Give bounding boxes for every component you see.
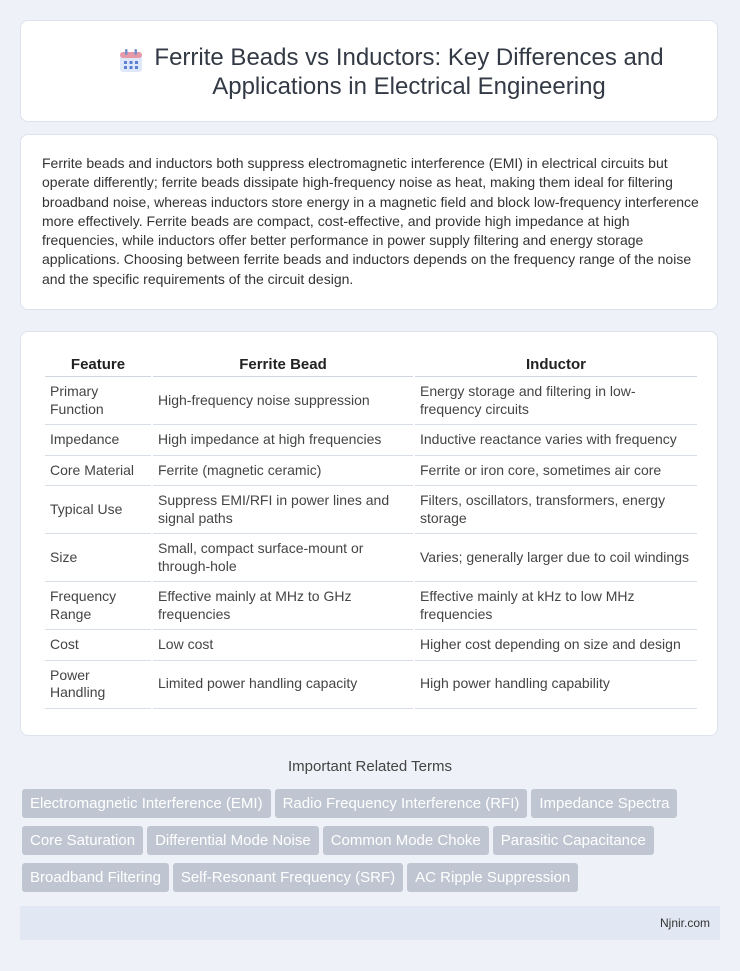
table-cell: Limited power handling capacity [153,661,413,709]
related-term-tag[interactable]: Common Mode Choke [323,826,489,855]
footer-site-link[interactable]: Njnir.com [659,916,710,930]
table-row [45,425,697,456]
related-terms-heading: Important Related Terms [288,758,452,775]
intro-paragraph: Ferrite beads and inductors both suppress electromagnetic interference (EMI) in electrical circuits but operate differently; ferrite beads dissipate high-frequency noise as heat, making them ideal for filtering broadband noise, whereas inductors store energy in a magnetic field and block low-frequency interference more effectively. Ferrite beads are compact, cost-effective, and provide high impedance at high frequencies, while inductors offer better performance in power supply filtering and energy storage applications. Choosing between ferrite beads and inductors depends on the frequency range of the noise and the specific requirements of the circuit design. [42,155,699,287]
related-term-tag[interactable]: Differential Mode Noise [147,826,319,855]
table-row [45,534,697,582]
table-cell: Impedance [45,425,151,456]
intro-card [20,134,718,310]
related-term-tag[interactable]: AC Ripple Suppression [407,863,578,892]
table-cell: Inductive reactance varies with frequency [415,425,697,456]
header-ferrite-bead: Ferrite Bead [153,351,413,377]
table-cell: Filters, oscillators, transformers, energy storage [415,486,697,534]
related-term-tag[interactable]: Radio Frequency Interference (RFI) [275,789,528,818]
table-row [45,486,697,534]
related-term-tag[interactable]: Electromagnetic Interference (EMI) [22,789,271,818]
table-cell: Low cost [153,630,413,661]
table-cell: Typical Use [45,486,151,534]
table-header-row [45,351,697,377]
table-cell: Small, compact surface-mount or through-hole [153,534,413,582]
related-term-tag[interactable]: Parasitic Capacitance [493,826,654,855]
related-terms-list [22,789,722,900]
table-cell: Cost [45,630,151,661]
table-cell: Higher cost depending on size and design [415,630,697,661]
related-term-tag[interactable]: Core Saturation [22,826,143,855]
table-cell: High power handling capability [415,661,697,709]
table-cell: Frequency Range [45,582,151,630]
page-title [21,43,717,101]
table-row [45,456,697,487]
related-term-tag[interactable]: Self-Resonant Frequency (SRF) [173,863,403,892]
table-cell: Suppress EMI/RFI in power lines and signal paths [153,486,413,534]
table-cell: Energy storage and filtering in low-frequency circuits [415,377,697,425]
table-cell: Ferrite or iron core, sometimes air core [415,456,697,487]
table-cell: High impedance at high frequencies [153,425,413,456]
table-cell: Varies; generally larger due to coil windings [415,534,697,582]
table-cell: Effective mainly at kHz to low MHz frequencies [415,582,697,630]
table-cell: High-frequency noise suppression [153,377,413,425]
table-cell: Effective mainly at MHz to GHz frequencies [153,582,413,630]
table-row [45,582,697,630]
header-feature: Feature [45,351,151,377]
table-cell: Primary Function [45,377,151,425]
table-row [45,377,697,425]
table-cell: Power Handling [45,661,151,709]
table-row [45,630,697,661]
related-term-tag[interactable]: Broadband Filtering [22,863,169,892]
page-title-line-2: Applications in Electrical Engineering [212,73,606,100]
table-cell: Ferrite (magnetic ceramic) [153,456,413,487]
comparison-table-card [20,331,718,736]
title-card [20,20,718,122]
comparison-table [43,351,699,709]
page-title-line-1: Ferrite Beads vs Inductors: Key Differences and [154,44,664,71]
header-inductor: Inductor [415,351,697,377]
related-term-tag[interactable]: Impedance Spectra [531,789,677,818]
table-cell: Size [45,534,151,582]
footer [20,906,720,940]
table-cell: Core Material [45,456,151,487]
table-row [45,661,697,709]
